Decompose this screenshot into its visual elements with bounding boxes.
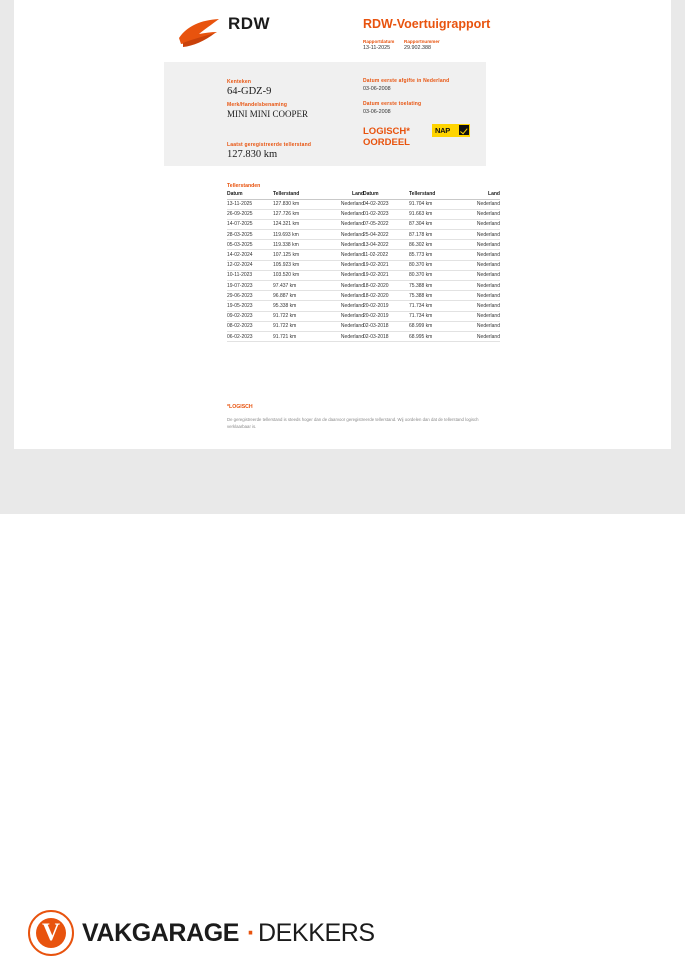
cell-datum: 08-02-2023 [227,321,273,331]
cell-datum: 20-02-2019 [363,301,409,311]
cell-datum: 19-02-2021 [363,270,409,280]
cell-tellerstand: 91.663 km [409,209,462,219]
table-row [363,331,500,341]
cell-land: Nederland [462,311,500,321]
cell-datum: 29-06-2023 [227,291,273,301]
table-row [227,209,364,219]
table-row [227,230,364,240]
tellerstanden-table-left [227,191,364,342]
cell-datum: 02-03-2018 [363,331,409,341]
cell-datum: 19-02-2021 [363,260,409,270]
cell-datum: 19-07-2023 [227,281,273,291]
cell-tellerstand: 127.726 km [273,209,326,219]
cell-tellerstand: 75.388 km [409,291,462,301]
table-row [363,260,500,270]
verdict-line-2: OORDEEL [363,137,410,148]
tellerstanden-title: Tellerstanden [227,183,261,189]
cell-land: Nederland [462,270,500,280]
merk-value: MINI MINI COOPER [227,109,308,119]
cell-datum: 05-03-2025 [227,240,273,250]
rapportnummer-label: Rapportnummer [404,39,440,44]
cell-tellerstand: 107.125 km [273,250,326,260]
document-header [0,0,685,60]
cell-datum: 26-09-2025 [227,209,273,219]
eerste-toelating-label: Datum eerste toelating [363,101,422,107]
table-row [363,250,500,260]
rdw-flame-icon [175,16,235,50]
cell-tellerstand: 91.722 km [273,321,326,331]
cell-datum: 02-03-2018 [363,321,409,331]
cell-datum: 10-11-2023 [227,270,273,280]
cell-land: Nederland [462,219,500,229]
cell-tellerstand: 87.304 km [409,219,462,229]
cell-tellerstand: 119.693 km [273,230,326,240]
cell-datum: 11-02-2022 [363,250,409,260]
cell-land: Nederland [326,281,364,291]
cell-land: Nederland [462,209,500,219]
cell-land: Nederland [326,301,364,311]
table-row [227,260,364,270]
footnote-title: *LOGISCH [227,404,253,410]
cell-tellerstand: 124.321 km [273,219,326,229]
cell-land: Nederland [462,291,500,301]
table-row [227,291,364,301]
cell-tellerstand: 127.830 km [273,199,326,209]
table-row [227,219,364,229]
cell-land: Nederland [462,331,500,341]
merk-label: Merk/Handelsbenaming [227,102,288,108]
table-row [227,301,364,311]
table-row [363,311,500,321]
cell-tellerstand: 103.520 km [273,270,326,280]
cell-tellerstand: 87.178 km [409,230,462,240]
cell-datum: 25-04-2022 [363,230,409,240]
cell-datum: 06-02-2023 [227,331,273,341]
col-datum: Datum [363,191,409,199]
dealer-footer [0,449,685,947]
eerste-afgifte-value: 03-06-2008 [363,86,391,92]
table-row [227,240,364,250]
cell-tellerstand: 80.370 km [409,270,462,280]
cell-datum: 13-11-2025 [227,199,273,209]
vakgarage-name: VAKGARAGE [82,919,240,947]
table-row [363,291,500,301]
cell-tellerstand: 80.370 km [409,260,462,270]
cell-tellerstand: 91.722 km [273,311,326,321]
table-row [227,270,364,280]
vakgarage-logo-letter: V [41,919,61,946]
cell-land: Nederland [326,291,364,301]
rapportnummer-value: 29.902.388 [404,45,431,51]
cell-land: Nederland [326,199,364,209]
vakgarage-logo-inner [36,918,66,948]
table-row [227,331,364,341]
rapportdatum-value: 13-11-2025 [363,45,391,51]
cell-land: Nederland [462,281,500,291]
cell-land: Nederland [326,321,364,331]
cell-datum: 18-02-2020 [363,291,409,301]
cell-tellerstand: 86.302 km [409,240,462,250]
cell-land: Nederland [326,209,364,219]
cell-datum: 14-02-2024 [227,250,273,260]
cell-land: Nederland [462,260,500,270]
cell-tellerstand: 75.388 km [409,281,462,291]
cell-datum: 01-02-2023 [363,209,409,219]
table-header-row [227,191,364,199]
check-icon [459,125,469,135]
cell-tellerstand: 91.704 km [409,199,462,209]
cell-tellerstand: 91.721 km [273,331,326,341]
cell-datum: 19-05-2023 [227,301,273,311]
eerste-toelating-value: 03-06-2008 [363,109,391,115]
col-tellerstand: Tellerstand [273,191,326,199]
cell-datum: 28-03-2025 [227,230,273,240]
cell-tellerstand: 97.437 km [273,281,326,291]
cell-land: Nederland [462,301,500,311]
footnote-body: De geregistreerde tellerstand is steeds hoger dan de daarvoor geregistreerde tellerstand. Wij oordelen dan dat de tellerstand logisch verklaarbaar is. [227,417,479,429]
table-row [363,219,500,229]
page-right-margin [671,0,685,449]
table-row [363,240,500,250]
table-header-row [363,191,500,199]
table-row [363,321,500,331]
verdict-block [363,126,410,148]
cell-datum: 14-07-2025 [227,219,273,229]
table-row [227,281,364,291]
cell-land: Nederland [462,321,500,331]
table-row [363,199,500,209]
cell-tellerstand: 105.923 km [273,260,326,270]
cell-tellerstand: 95.338 km [273,301,326,311]
cell-land: Nederland [462,240,500,250]
table-row [363,281,500,291]
cell-tellerstand: 96.887 km [273,291,326,301]
cell-land: Nederland [326,311,364,321]
table-row [227,321,364,331]
cell-tellerstand: 68.995 km [409,331,462,341]
laatste-tellerstand-label: Laatst geregistreerde tellerstand [227,142,312,148]
cell-land: Nederland [326,270,364,280]
verdict-line-1: LOGISCH* [363,126,410,137]
nap-badge-label: NAP [435,126,450,135]
vakgarage-separator: · [247,919,256,947]
cell-tellerstand: 71.734 km [409,301,462,311]
rapportdatum-label: Rapportdatum [363,39,395,44]
cell-datum: 04-02-2023 [363,199,409,209]
cell-datum: 18-02-2020 [363,281,409,291]
cell-land: Nederland [326,230,364,240]
cell-tellerstand: 68.999 km [409,321,462,331]
cell-land: Nederland [462,199,500,209]
cell-datum: 12-02-2024 [227,260,273,270]
cell-tellerstand: 71.734 km [409,311,462,321]
eerste-afgifte-label: Datum eerste afgifte in Nederland [363,78,450,84]
cell-datum: 07-05-2022 [363,219,409,229]
vakgarage-logo-icon [28,910,74,956]
cell-tellerstand: 85.773 km [409,250,462,260]
rdw-wordmark: RDW [228,14,271,33]
page-left-margin [0,0,14,449]
table-row [363,209,500,219]
tellerstanden-table-right [363,191,500,342]
col-land: Land [462,191,500,199]
cell-land: Nederland [326,260,364,270]
dealer-name: DEKKERS [258,919,375,947]
kenteken-label: Kenteken [227,79,252,85]
table-row [363,301,500,311]
cell-datum: 13-04-2022 [363,240,409,250]
table-row [227,199,364,209]
col-datum: Datum [227,191,273,199]
table-row [227,250,364,260]
cell-land: Nederland [326,219,364,229]
table-row [363,230,500,240]
cell-land: Nederland [326,250,364,260]
cell-land: Nederland [462,250,500,260]
cell-land: Nederland [326,240,364,250]
kenteken-value: 64-GDZ-9 [227,86,272,97]
cell-land: Nederland [326,331,364,341]
cell-datum: 20-02-2019 [363,311,409,321]
cell-datum: 09-02-2023 [227,311,273,321]
laatste-tellerstand-value: 127.830 km [227,149,278,160]
table-row [227,311,364,321]
col-land: Land [326,191,364,199]
cell-tellerstand: 119.338 km [273,240,326,250]
report-title: RDW-Voertuigrapport [363,17,491,31]
cell-land: Nederland [462,230,500,240]
table-row [363,270,500,280]
col-tellerstand: Tellerstand [409,191,462,199]
